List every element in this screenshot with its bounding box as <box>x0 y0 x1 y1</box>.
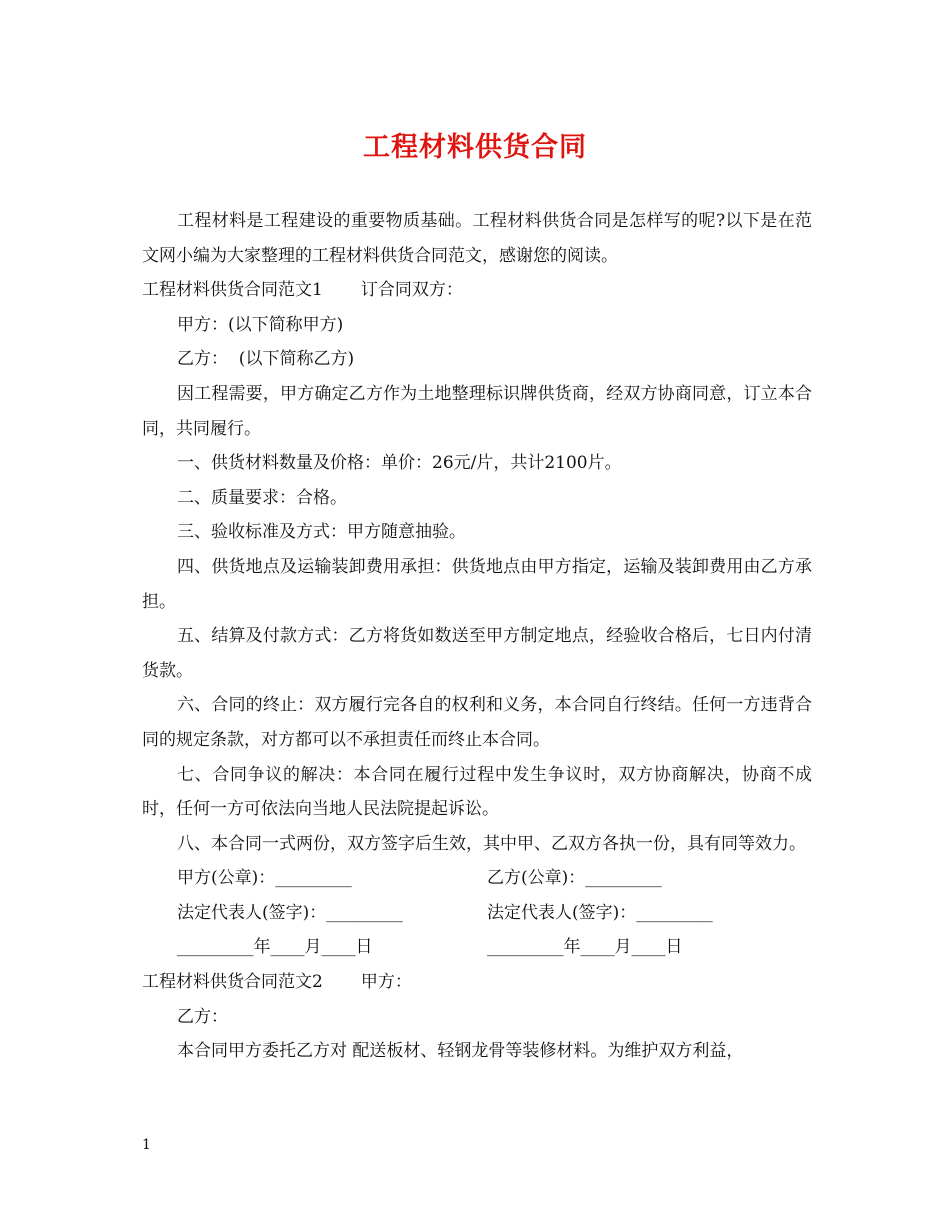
sample1-preamble: 因工程需要，甲方确定乙方作为土地整理标识牌供货商，经双方协商同意，订立本合同，共同履行。 <box>142 383 812 439</box>
clause-7: 七、合同争议的解决：本合同在履行过程中发生争议时，双方协商解决，协商不成时，任何一方可依法向当地人民法院提起诉讼。 <box>142 764 812 820</box>
party-a-rep-field: 法定代表人(签字)：_________ <box>177 902 403 923</box>
party-b-date-field: _________年____月____日 <box>487 937 683 958</box>
clause-6: 六、合同的终止：双方履行完各自的权利和义务，本合同自行终结。任何一方违背合同的规定条款，对方都可以不承担责任而终止本合同。 <box>142 695 812 750</box>
sample1-heading: 工程材料供货合同范文1 <box>142 280 323 301</box>
party-b-rep-field: 法定代表人(签字)：_________ <box>487 902 713 923</box>
sample1-party-a: 甲方：(以下简称甲方) <box>177 314 344 335</box>
party-b-seal-field: 乙方(公章)：_________ <box>487 868 662 889</box>
clause-5: 五、结算及付款方式：乙方将货如数送至甲方制定地点，经验收合格后，七日内付清货款。 <box>142 626 812 681</box>
intro-paragraph: 工程材料是工程建设的重要物质基础。工程材料供货合同是怎样写的呢?以下是在范文网小编为大家整理的工程材料供货合同范文，感谢您的阅读。 <box>142 211 812 266</box>
sample2-heading-line <box>142 965 812 1000</box>
clause-2: 二、质量要求：合格。 <box>177 487 347 508</box>
sample1-party-b: 乙方： (以下简称乙方) <box>177 349 355 370</box>
sample2-party-a: 甲方： <box>360 972 412 993</box>
sample2-party-b: 乙方： <box>177 1006 228 1027</box>
document-title: 工程材料供货合同 <box>363 132 587 163</box>
clause-4: 四、供货地点及运输装卸费用承担：供货地点由甲方指定，运输及装卸费用由乙方承担。 <box>142 556 812 612</box>
signature-row-date <box>142 930 812 965</box>
document-body <box>142 204 812 1069</box>
party-a-date-field: _________年____月____日 <box>177 937 373 958</box>
clause-1: 一、供货材料数量及价格：单价：26元/片，共计2100片。 <box>177 453 622 474</box>
sample2-opening: 本合同甲方委托乙方对 配送板材、轻钢龙骨等装修材料。为维护双方利益， <box>177 1041 744 1062</box>
clause-8: 八、本合同一式两份，双方签字后生效，其中甲、乙双方各执一份，具有同等效力。 <box>177 833 806 854</box>
sample2-heading: 工程材料供货合同范文2 <box>142 972 323 993</box>
signature-row-seal <box>142 861 812 896</box>
page-number: 1 <box>142 1137 151 1153</box>
sample1-heading-line <box>142 273 812 308</box>
signature-row-rep <box>142 896 812 931</box>
clause-3: 三、验收标准及方式：甲方随意抽验。 <box>177 522 466 543</box>
party-a-seal-field: 甲方(公章)：_________ <box>177 868 352 889</box>
sample1-parties-label: 订合同双方： <box>360 280 463 301</box>
